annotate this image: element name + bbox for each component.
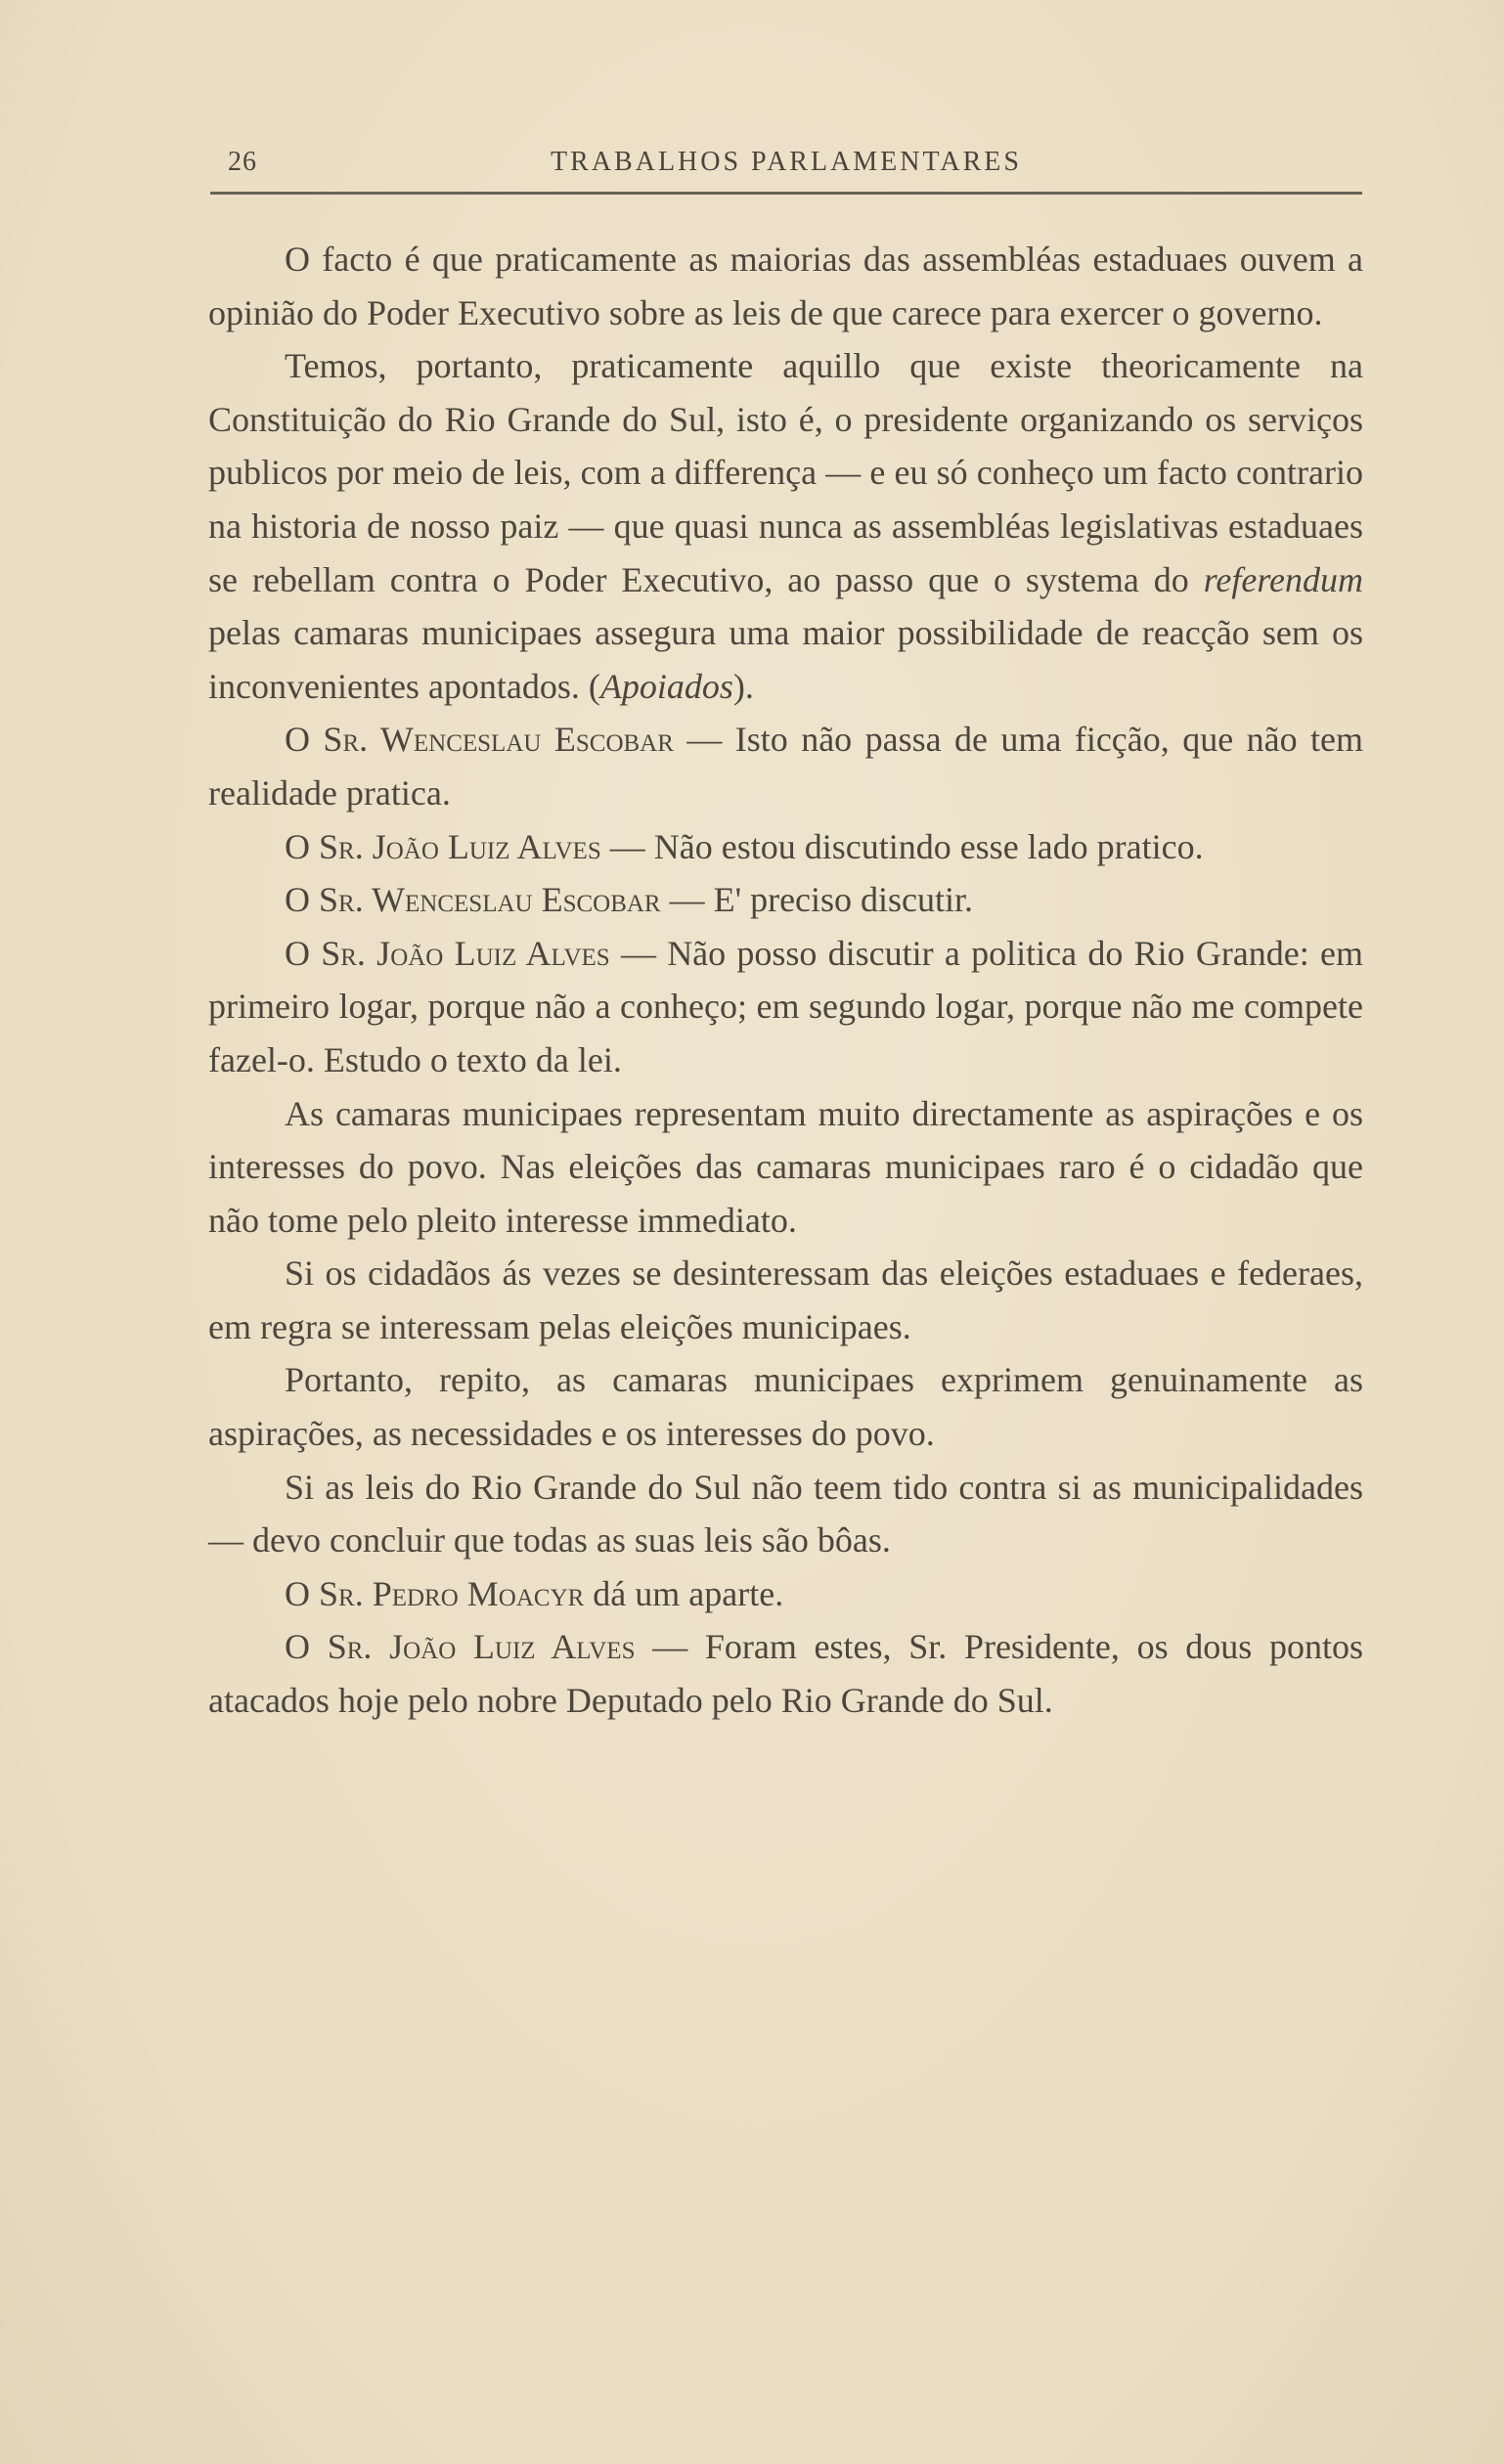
- paragraph-text: Si as leis do Rio Grande do Sul não teem tido contra si as municipalidades — devo concluir que todas as suas leis são bôas.: [208, 1467, 1363, 1561]
- paragraph-text: O facto é que praticamente as maiorias das assembléas estaduaes ouvem a opinião do Poder Executivo sobre as leis de que carece para exercer o governo.: [208, 240, 1363, 332]
- speaker-name: O Sr. Wenceslau Escobar: [285, 720, 674, 760]
- paragraph-text: ).: [732, 666, 754, 706]
- paragraph-text: Portanto, repito, as camaras municipaes exprimem genuinamente as aspirações, as necessidades e os interesses do povo.: [208, 1360, 1363, 1454]
- speech-6: [208, 927, 1363, 1087]
- page-number: 26: [228, 147, 257, 177]
- italic-term: referendum: [1203, 559, 1363, 599]
- speech-text: — Foram estes, Sr. Presidente, os dous pontos atacados hoje pelo nobre Deputado pelo Rio Grande do Sul.: [208, 1627, 1364, 1721]
- paragraph-8: [208, 1247, 1363, 1353]
- speech-text: — E' preciso discutir.: [660, 880, 974, 920]
- running-title: TRABALHOS PARLAMENTARES: [551, 147, 1022, 177]
- paragraph-1: [208, 233, 1363, 339]
- page-header: [210, 147, 1362, 195]
- speech-4: [208, 820, 1363, 874]
- body-text: [208, 233, 1363, 1728]
- paragraph-text: pelas camaras municipaes assegura uma maior possibilidade de reacção sem os inconvenientes apontados. (: [208, 613, 1363, 706]
- speech-text: dá um aparte.: [584, 1573, 784, 1613]
- speaker-name: O Sr. João Luiz Alves: [285, 826, 601, 866]
- speech-text: — Não estou discutindo esse lado pratico.: [600, 826, 1204, 866]
- speech-3: [208, 713, 1363, 819]
- speaker-name: O Sr. Pedro Moacyr: [285, 1573, 585, 1613]
- paragraph-7: [208, 1087, 1363, 1248]
- speaker-name: O Sr. João Luiz Alves: [285, 933, 610, 973]
- paragraph-text: Si os cidadãos ás vezes se desinteressam das eleições estaduaes e federaes, em regra se interessam pelas eleições municipaes.: [208, 1254, 1363, 1346]
- speaker-name: O Sr. Wenceslau Escobar: [285, 880, 661, 920]
- paragraph-text: As camaras municipaes representam muito directamente as aspirações e os interesses do povo. Nas eleições das camaras municipaes raro é o cidadão que não tome pelo pleito interesse immediato.: [208, 1093, 1363, 1240]
- italic-interjection: Apoiados: [599, 666, 733, 706]
- paragraph-9: [208, 1353, 1363, 1460]
- speech-11: [208, 1567, 1363, 1621]
- speech-12: [208, 1620, 1363, 1727]
- speech-text: — Isto não passa de uma ficção, que não tem realidade pratica.: [208, 720, 1364, 813]
- paragraph-2: [208, 339, 1363, 713]
- speech-5: [208, 873, 1363, 927]
- paragraph-text: Temos, portanto, praticamente aquillo que existe theoricamente na Constituição do Rio Grande do Sul, isto é, o presidente organizando os serviços publicos por meio de leis, com a differença — e eu só conheço um facto contrario na historia de nosso paiz — que quasi nunca as assembléas legislativas estaduaes se rebellam contra o Poder Executivo, ao passo que o systema do: [208, 346, 1363, 599]
- speech-text: — Não posso discutir a politica do Rio Grande: em primeiro logar, porque não a conheço; em segundo logar, porque não me compete fazel-o. Estudo o texto da lei.: [208, 933, 1363, 1079]
- paragraph-10: [208, 1461, 1363, 1567]
- speaker-name: O Sr. João Luiz Alves: [285, 1627, 636, 1667]
